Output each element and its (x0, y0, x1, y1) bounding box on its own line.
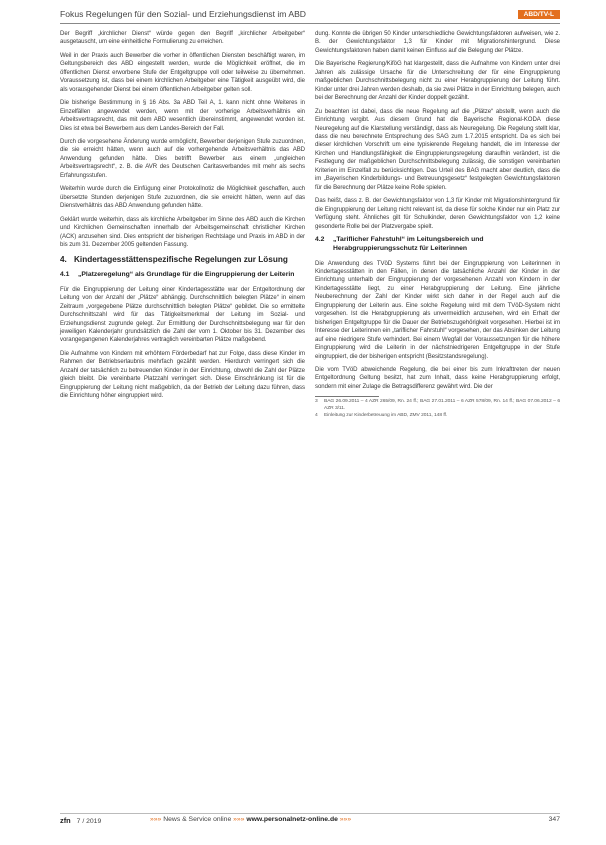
footnote (315, 413, 560, 420)
section-heading (60, 255, 305, 266)
footnote-number: 3 (315, 399, 318, 405)
paragraph: Weil in der Praxis auch Bewerber die vorher in öffentlichen Diensten beschäftigt waren, im Geltungsbereich des ABD eingestellt werden, wurde die Möglichkeit eröffnet, die im öffentlichen Dienst erworbene Stufe der Entgeltgruppe voll oder teilweise zu übernehmen. Voraussetzung ist, dass bei einem kirchlichen Arbeitgeber eine Tätigkeit ausgeübt wird, die als vorausgehender Dienst bei einem öffentlichen Arbeitgeber gelten soll. (60, 52, 305, 93)
journal-issue: 7 / 2019 (76, 818, 102, 825)
arrows-icon: »»» (150, 816, 162, 823)
subsection-heading (60, 271, 305, 280)
arrows-icon: »»» (233, 816, 245, 823)
section-number: 4. (60, 255, 67, 265)
footer-journal (60, 816, 101, 825)
subsection-heading (315, 236, 560, 254)
running-header (60, 9, 560, 24)
footnote (315, 399, 560, 412)
footnote-text: BAG 26.09.2011 – 4 AZR 265/09, Rn. 24 ff.; BAG 27.01.2011 – 6 AZR 578/09, Rn. 14 ff.; BAG 07.06.2012 – 6 AZR 3/11. (324, 399, 560, 411)
running-header-title: Fokus Regelungen für den Sozial- und Erziehungsdienst im ABD (60, 9, 307, 19)
left-column (60, 30, 305, 406)
footnote-text: Einleitung zur Kinderbetreuung im ABD, ZMV 2011, 148 ff. (324, 412, 448, 418)
footer-promo-lead: News & Service online (163, 816, 232, 823)
paragraph: dung. Konnte die übrigen 50 Kinder unterschiedliche Gewichtungsfaktoren aufweisen, wie z. B. der Gewichtungsfaktor 1,3 für Kinder mit Migrationshintergrund. Diese Gewichtungsfaktoren haben damit keinen Einfluss auf die Belegung der Plätze. (315, 31, 560, 54)
footnote-divider (315, 396, 379, 397)
paragraph: Die vom TVöD abweichende Regelung, die bei einer bis zum Inkrafttreten der neuen Entgeltordnung Geltung besitzt, hat zum Inhalt, dass keine Herabgruppierung erfolgt, sondern mit einer Zulage die Betragsdifferenz gewährt wird. Die der (315, 367, 560, 390)
paragraph: Zu beachten ist dabei, dass die neue Regelung auf die „Plätze“ abstellt, wenn auch die Einrichtung vergibt. Aus diesem Grund hat die Bayerische Regional-KODA diese Neuregelung auf die Klarstellung verständigt, dass als Neuregelung. Die Regelung stellt klar, dass die neu berechnete Entsprechung des SAG zum 1.7.2015 entspricht. Da es sich bei dieser kirchlichen Vorschrift um eine typisierende Regelung handelt, die im Interesse der Kirchen und Handlungsfähigkeit die Eingruppierungsregelung daraufhin verändert, ist die Festlegung der maßgeblichen Durchschnittsbelegung zulässig, die sonstigen vereinbarten Kriterien im Einzelfall zu berücksichtigen. Das Urteil des BAG macht aber deutlich, dass die im „Bayerischen Kinderbildungs- und Betreuungsgesetz“ festgelegten Gewichtungsfaktoren für die Berechnung der Plätze keine Rolle spielen. (315, 108, 560, 191)
subsection-title: „Platzeregelung“ als Grundlage für die Eingruppierung der Leiterin (78, 270, 295, 278)
paragraph: Das heißt, dass z. B. der Gewichtungsfaktor von 1,3 für Kinder mit Migrationshintergrund für die Eingruppierung der Leitung nicht relevant ist, da diese für solche Kinder nur ein Platz zur Verfügung steht. Ähnliches gilt für Schulkinder, deren Gewichtungsfaktor von 1,2 keine gesonderte Rolle bei der Platzvergabe spielt. (315, 198, 560, 230)
paragraph: Der Begriff „kirchlicher Dienst“ würde gegen den Begriff „kirchlicher Arbeitgeber“ ausgetauscht, um eine einheitliche Formulierung zu erreichen. (60, 31, 305, 46)
page-number: 347 (548, 816, 560, 823)
paragraph: Die bisherige Bestimmung in § 16 Abs. 3a ABD Teil A, 1. kann nicht ohne Weiteres in Einzelfällen angewendet werden, wenn mit der vorherige Arbeitsverhältnis ein Arbeitsvertragsrecht, das mit dem ABD wesentlich übereinstimmt, angewendet worden ist. Dies ist etwa bei Bewerbern aus dem Landes-Bereich der Fall. (60, 100, 305, 132)
paragraph: Geklärt wurde weiterhin, dass als kirchliche Arbeitgeber im Sinne des ABD auch die Kirchen und Kirchlichen Gemeinschaften innerhalb der Arbeitsgemeinschaft christlicher Kirchen (ACK) anzusehen sind. Dies entspricht der bisherigen Rechtslage und Praxis im ABD in der bis zum 31. Dezember 2005 geltenden Fassung. (60, 216, 305, 248)
paragraph: Die Bayerische Regierung/KiföG hat klargestellt, dass die Aufnahme von Kindern unter drei Jahren als zulässige Ursache für die Unterschreitung der für eine Eingruppierung maßgeblichen Durchschnittsbelegung nicht zu einer Herabgruppierung der Leitung führt. Kinder unter drei Jahren werden deshalb, da sie zwei Plätze in der Einrichtung belegen, auch bei der Berechnung der Anzahl der Kinder doppelt gezählt. (315, 61, 560, 102)
footnote-number: 4 (315, 412, 318, 418)
subsection-number: 4.1 (60, 270, 70, 278)
footer-promo (150, 816, 351, 823)
paragraph: Weiterhin wurde durch die Einfügung einer Protokollnotiz die Möglichkeit geschaffen, auch übersetzte Stunden derjenigen Stufe zuzuordnen, die sie erreicht hätten, wenn auf das Dienstverhältnis das ABD Anwendung gefunden hätte. (60, 186, 305, 210)
footer-url-link[interactable]: www.personalnetz-online.de (246, 816, 338, 823)
right-column (315, 30, 560, 419)
journal-name: zfn (60, 816, 71, 825)
section-badge: ABD/TV-L (518, 10, 560, 19)
page-footer (60, 813, 560, 826)
paragraph: Die Anwendung des TVöD Systems führt bei der Eingruppierung von Leiterinnen in Kindertagesstätten in den Fällen, in denen die tatsächliche Anzahl der Kinder in der Einrichtung unterhalb der Eingruppierung der vorgesehenen Anzahl von Kindern in der Kindertagesstätte liegt, zu einer Herabgruppierung der Leitung. Eine jährliche Neuberechnung der Zahl der Kinder wirkt sich daher in der Regel auch auf die Eingruppierung der Leiterin aus. Eine solche Regelung wird mit dem TVöD-System nicht vorgesehen. Ist die Herabgruppierung als unvermeidlich anzusehen, wird ein Erhalt der bisherigen Entgeltgruppe für die Dauer der Betriebszugehörigkeit vorgesehen. Hierbei ist im Interesse der Leiterinnen ein „tariflicher Fahrstuhl“ vorgesehen, der das Absinken der Leitung auf eine niedrigere Stufe verhindert. Bei einem Wegfall der Voraussetzungen für die höhere Eingruppierung wird die Leiterin in der nächstniedrigeren Entgeltgruppe in der Stufe eingruppiert, die der bisherigen entspricht (Besitzstandsregelung). (315, 260, 560, 360)
subsection-title: „Tariflicher Fahrstuhl“ im Leitungsbereich und Herabgruppierungsschutz für Leiterinnen (333, 235, 484, 252)
paragraph: Durch die vorgesehene Änderung wurde ermöglicht, Bewerber derjenigen Stufe zuzuordnen, die sie erreicht hätten, wenn auch auf die vorhergehende Arbeitsverhältnis das ABD Anwendung gefunden hätte. Dies betrifft Bewerber aus einem „ungleichen Arbeitsvertragsrecht“, z. B. die AVR des Deutschen Caritasverbandes mit mehr als sechs Erfahrungsstufen. (60, 138, 305, 179)
arrows-icon: »»» (339, 816, 352, 823)
section-title: Kindertagesstättenspezifische Regelungen zur Lösung (74, 255, 288, 265)
paragraph: Für die Eingruppierung der Leitung einer Kindertagesstätte war der Entgeltordnung der Leitung von der Anzahl der „Plätze“ abhängig. Durchschnittlich belegten Plätze“ in einem Zeitraum „vorgegebene Plätze durchschnittlich belegten Plätze“ gebildet. Die so ermittelte Durchschnittszahl wird für das Tätigkeitsmerkmal der Leitung im Sozial- und Erziehungsdienst zugrunde gelegt. Zur Ermittlung der Durchschnittsbelegung war für den jeweiligen Kalenderjahr grundsätzlich die Zahl der vom 1. Oktober bis 31. Dezember des vorangegangenen Kalenderjahres vertraglich vereinbarten Plätze maßgebend. (60, 286, 305, 344)
paragraph: Die Aufnahme von Kindern mit erhöhtem Förderbedarf hat zur Folge, dass diese Kinder im Rahmen der Betriebserlaubnis mehrfach gezählt werden. Hierdurch verringert sich die Anzahl der tatsächlich zu betreuenden Kinder in der Einrichtung, obwohl die Zahl der Plätze gleich bleibt. Die vereinbarte Platzzahl verringert sich. Diese Einschränkung ist für die Eingruppierung der Leitung nicht maßgeblich, da der Betrieb der Leitung dazu führen, dass die Einrichtung höher eingruppiert wird. (60, 350, 305, 400)
subsection-number: 4.2 (315, 235, 325, 243)
